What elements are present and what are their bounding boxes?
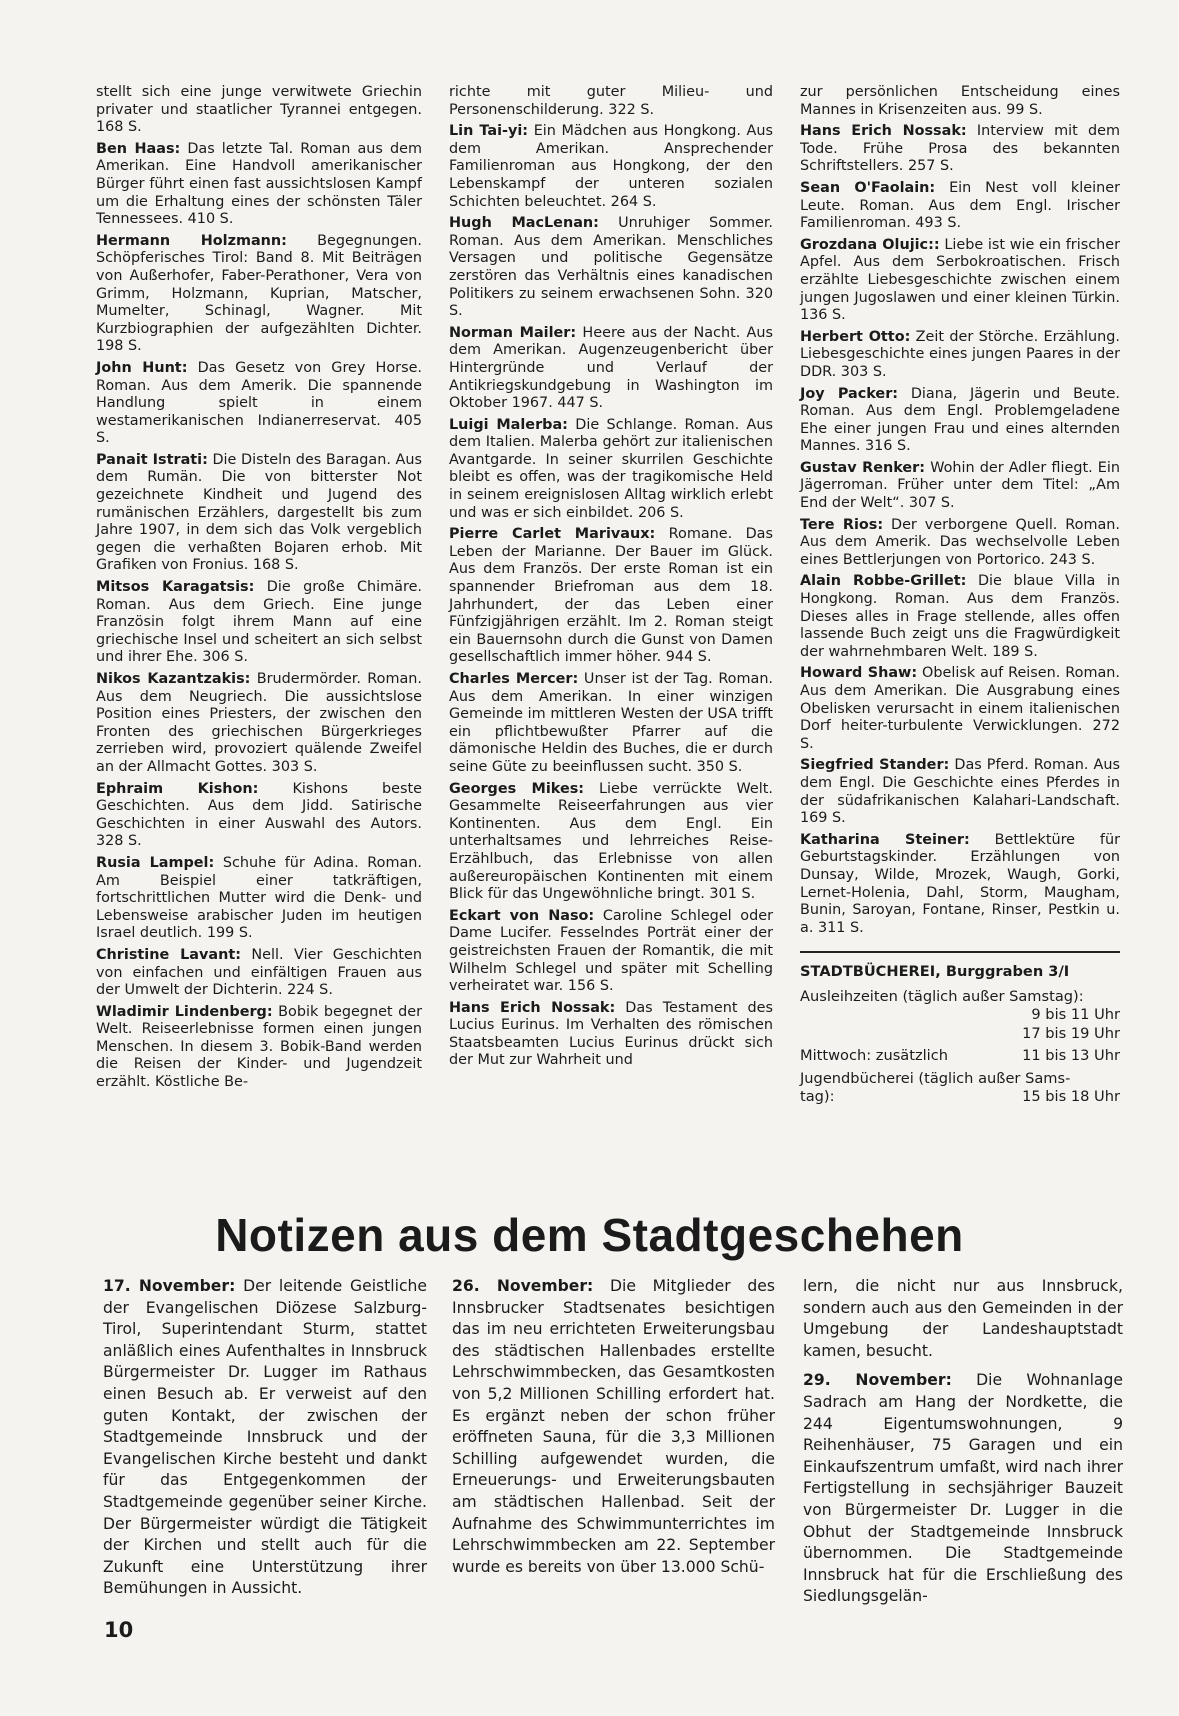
book-author: Hans Erich Nossak: [449,999,616,1016]
book-author: John Hunt: [96,359,188,376]
book-entry [449,781,773,904]
library-wednesday-row [800,1047,1120,1066]
book-entry [800,832,1120,938]
book-entry [96,84,422,137]
library-hours-2: 17 bis 19 Uhr [1022,1024,1120,1042]
book-description: Bettlektüre für Geburtstagskinder. Erzählungen von Dunsay, Wilde, Mrozek, Waugh, Gorki, Lernet-Holenia, Dahl, Storm, Maugham, Bunin, Saroyan, Fontane, Rinser, Pestkin u. a. 311 S. [800,831,1120,936]
note-text: Die Mitglieder des Innsbrucker Stadtsenates besichtigen das im neu errichteten Erweiterungsbau des städtischen Hallenbades erstellte Lehrschwimmbecken, das Gesamtkosten von 5,2 Millionen Schilling erfordert hat. Es ergänzt neben der schon früher eröffneten Sauna, für die 3,3 Millionen Schilling aufgewendet wurden, die Erneuerungs- und Erweiterungsbauten am städtischen Hallenbad. Seit der Aufnahme des Schwimmunterrichtes im Lehrschwimmbecken am 22. September wurde es bereits von über 13.000 Schü- [452,1277,775,1576]
library-youth-row [800,1088,1120,1107]
book-author: Wladimir Lindenberg: [96,1003,273,1020]
library-hours-box [800,951,1120,1107]
book-author: Pierre Carlet Marivaux: [449,526,656,543]
book-author: Herbert Otto: [800,328,911,345]
book-entry [96,947,422,1000]
book-description: Ein Nest voll kleiner Leute. Roman. Aus dem Engl. Irischer Familienroman. 493 S. [800,179,1121,232]
book-description: Das Pferd. Roman. Aus dem Engl. Die Geschichte eines Pferdes in der südafrikanischen Kalahari-Landschaft. 169 S. [800,757,1120,827]
book-description: Schuhe für Adina. Roman. Am Beispiel einer tatkräftigen, fortschrittlichen Mutter wird die Denk- und Lebensweise arabischer Juden im heutigen Israel deutlich. 199 S. [96,854,422,942]
note-text: Der leitende Geistliche der Evangelischen Diözese Salzburg-Tirol, Superintendant Sturm, stattet anläßlich eines Aufenthaltes in Innsbruck Bürgermeister Dr. Lugger im Rathaus einen Besuch ab. Er verweist auf den guten Kontakt, der zwischen der Stadtgemeinde Innsbruck und der Evangelischen Kirche besteht und dankt für das Entgegenkommen der Stadtgemeinde gegenüber seiner Kirche. Der Bürgermeister würdigt die Tätigkeit der Kirchen und stellt auch für die Zukunft eine Unterstützung ihrer Bemühungen in Aussicht. [103,1277,427,1598]
book-description: Diana, Jägerin und Beute. Roman. Aus dem Engl. Problemgeladene Ehe einer jungen Frau und eines alternden Mannes. 316 S. [800,385,1120,455]
library-hours-label: Ausleihzeiten (täglich außer Samstag): [800,987,1084,1005]
note-paragraph [803,1276,1123,1362]
book-description: zur persönlichen Entscheidung eines Mannes in Krisenzeiten aus. 99 S. [800,84,1120,118]
book-column-2 [449,84,773,1074]
note-paragraph [103,1276,427,1600]
notes-column-1 [103,1276,427,1608]
book-entry [800,665,1120,753]
book-author: Tere Rios: [800,516,884,533]
book-description: Bobik begegnet der Welt. Reiseerlebnisse formen einen jungen Menschen. In diesem 3. Bobik-Band werden die Reisen der Kinder- und Jugendzeit erzählt. Köstliche Be- [96,1003,423,1091]
book-description: Heere aus der Nacht. Aus dem Amerikan. Augenzeugenbericht über Hintergründe und Verlauf der Antikriegskundgebung in Washington im Oktober 1967. 447 S. [449,324,774,412]
book-entry [96,141,422,229]
book-entry [800,123,1120,176]
book-entry [449,215,773,321]
book-author: Joy Packer: [800,385,899,402]
book-description: Obelisk auf Reisen. Roman. Aus dem Amerikan. Die Ausgrabung eines Obelisken verursacht in einem italienischen Dorf heiter-turbulente Verwicklungen. 272 S. [800,665,1120,752]
book-author: Mitsos Karagatsis: [96,579,255,596]
book-entry [449,417,773,523]
book-entry [800,517,1120,570]
book-column-3-list [800,84,1120,937]
book-entry [96,452,422,575]
book-entry [800,237,1120,325]
book-entry [800,84,1120,119]
book-description: stellt sich eine junge verwitwete Griechin privater und staatlicher Tyrannei entgegen. 168 S. [96,84,422,136]
book-author: Siegfried Stander: [800,757,950,774]
book-author: Lin Tai-yi: [449,123,529,140]
book-description: Interview mit dem Tode. Frühe Prosa des bekannten Schriftstellers. 257 S. [800,123,1120,175]
book-description: richte mit guter Milieu- und Personenschilderung. 322 S. [449,84,773,118]
book-column-3 [800,84,1120,1107]
book-author: Nikos Kazantzakis: [96,671,251,687]
book-description: Das letzte Tal. Roman aus dem Amerikan. Eine Handvoll amerikanischer Bürger führt einen fast aussichtslosen Kampf um die Erhaltung eines der schönsten Täler Tennessees. 410 S. [96,140,422,228]
book-author: Katharina Steiner: [800,831,970,848]
library-youth-hours: 15 bis 18 Uhr [1022,1088,1120,1106]
book-description: Begegnungen. Schöpferisches Tirol: Band 8. Mit Beiträgen von Außerhofer, Faber-Perathoner, Vera von Grimm, Holzmann, Kuprian, Matscher, Mumelter, Schinagl, Wagner. Mit Kurzbiographien der aufgezählten Dichter. 198 S. [96,232,422,355]
book-description: Die Disteln des Baragan. Aus dem Rumän. Die von bitterster Not gezeichnete Kindheit und Jugend des rumänischen Erzählers, dargestellt bis zum Jahre 1907, in dem sich das Volk vergeblich gegen die verhaßten Bojaren erhob. Mit Grafiken von Fronius. 168 S. [96,451,423,574]
book-entry [449,671,773,777]
book-entry [96,671,422,777]
book-description: Nell. Vier Geschichten von einfachen und einfältigen Frauen aus der Umwelt der Dichterin. 224 S. [96,946,422,999]
book-author: Eckart von Naso: [449,907,595,924]
note-date: 26. November: [452,1277,594,1295]
book-author: Ephraim Kishon: [96,780,259,797]
book-entry [96,855,422,943]
book-author: Luigi Malerba: [449,416,568,433]
book-author: Rusia Lampel: [96,854,215,871]
book-entry [800,573,1120,661]
book-description: Die große Chimäre. Roman. Aus dem Griech. Eine junge Französin folgt ihrem Mann auf eine griechische Insel und scheitert an sich selbst und ihrer Ehe. 306 S. [96,579,423,666]
book-author: Norman Mailer: [449,324,577,341]
book-entry [96,233,422,356]
book-description: Zeit der Störche. Erzählung. Liebesgeschichte eines jungen Paares in der DDR. 303 S. [800,328,1120,380]
book-description: Das Testament des Lucius Eurinus. Im Verhalten des römischen Staatsbeamten Lucius Eurinus drückt sich der Mut zur Wahrheit und [449,999,773,1069]
book-entry [449,123,773,211]
book-entry [449,1000,773,1070]
book-description: Romane. Das Leben der Marianne. Der Bauer im Glück. Aus dem Französ. Der erste Roman ist ein spannender Briefroman aus dem 18. Jahrhundert, der das Leben einer Fünfzigjährigen erzählt. Im 2. Roman steigt ein Bauernsohn durch die Gunst von Damen gesellschaftlich immer höher. 944 S. [449,526,773,666]
book-entry [800,180,1120,233]
library-heading: STADTBÜCHEREI, Burggraben 3/I [800,963,1070,981]
page-number: 10 [104,1618,134,1642]
book-author: Hans Erich Nossak: [800,123,967,140]
book-author: Georges Mikes: [449,780,585,797]
book-entry [800,329,1120,382]
book-author: Hermann Holzmann: [96,232,287,249]
book-author: Alain Robbe-Grillet: [800,573,967,590]
book-entry [800,386,1120,456]
book-description: Die Schlange. Roman. Aus dem Italien. Malerba gehört zur italienischen Avantgarde. In seiner skurrilen Geschichte bleibt es offen, was der tragikomische Held in seinem ereignislosen Alltag wirklich erlebt und was er sich einbildet. 206 S. [449,416,773,521]
book-entry [449,84,773,119]
book-description: Der verborgene Quell. Roman. Aus dem Amerik. Das wechselvolle Leben eines Bettlerjungen von Portorico. 243 S. [800,516,1120,568]
book-author: Grozdana Olujic:: [800,236,940,253]
book-description: Unser ist der Tag. Roman. Aus dem Amerikan. In einer winzigen Gemeinde im mittleren Westen der USA trifft ein pflichtbewußter Pfarrer auf die dämonische Heldin des Buches, die er durch seine Güte zu beeinflussen sucht. 350 S. [449,671,774,775]
library-hours-1: 9 bis 11 Uhr [1031,1006,1120,1024]
book-entry [449,908,773,996]
book-author: Howard Shaw: [800,665,918,682]
book-entry [96,781,422,851]
book-author: Ben Haas: [96,140,181,157]
book-description: Wohin der Adler fliegt. Ein Jägerroman. Früher unter dem Titel: „Am End der Welt“. 307 S. [800,459,1121,512]
book-entry [800,757,1120,827]
library-wednesday-hours: 11 bis 13 Uhr [1022,1047,1120,1065]
book-entry [96,579,422,667]
note-text: lern, die nicht nur aus Innsbruck, sondern auch aus den Gemeinden in der Umgebung der Landeshauptstadt kamen, besucht. [803,1277,1123,1360]
book-description: Liebe verrückte Welt. Gesammelte Reiseerfahrungen aus vier Kontinenten. Aus dem Engl. Ein unterhaltsames und lehrreiches Reise-Erzählbuch, das Erlebnisse von allen außereuropäischen Kontinenten mit einem Blick für das Ungewöhnliche bringt. 301 S. [449,780,773,903]
book-description: Ein Mädchen aus Hongkong. Aus dem Amerikan. Ansprechender Familienroman aus Hongkong, der den Lebenskampf der unteren sozialen Schichten beleuchtet. 264 S. [449,123,773,210]
note-text: Die Wohnanlage Sadrach am Hang der Nordkette, die 244 Eigentumswohnungen, 9 Reihenhäuser, 75 Garagen und ein Einkaufszentrum umfaßt, wird nach ihrer Fertigstellung in sechsjähriger Bauzeit von Bürgermeister Dr. Lugger in die Obhut der Stadtgemeinde Innsbruck übernommen. Die Stadtgemeinde Innsbruck hat für die Erschließung des Siedlungsgelän- [803,1371,1123,1606]
book-author: Sean O'Faolain: [800,179,936,196]
book-description: Das Gesetz von Grey Horse. Roman. Aus dem Amerik. Die spannende Handlung spielt in einem westamerikanischen Indianerreservat. 405 S. [96,359,423,447]
library-wednesday-label: Mittwoch: zusätzlich [800,1047,949,1065]
library-youth-label-2: tag): [800,1088,835,1106]
book-description: Brudermörder. Roman. Aus dem Neugriech. Die aussichtslose Position eines Priesters, der zwischen den Fronten des griechischen Bürgerkrieges zerrieben wird, provoziert quälende Zweifel an der Allmacht Gottes. 303 S. [96,671,422,775]
notes-column-3 [803,1276,1123,1616]
book-author: Christine Lavant: [96,946,241,963]
book-author: Charles Mercer: [449,671,579,687]
book-description: Unruhiger Sommer. Roman. Aus dem Amerikan. Menschliches Versagen und politische Gegensätze zerstören das Verhältnis eines kanadischen Politikers zu seinem erwachsenen Sohn. 320 S. [449,215,773,320]
note-date: 29. November: [803,1371,952,1390]
section-headline: Notizen aus dem Stadtgeschehen [215,1209,964,1261]
book-description: Die blaue Villa in Hongkong. Roman. Aus dem Französ. Dieses alles in Frage stellende, alles offen lassende Buch zeigt uns die Fragwürdigkeit der wahrnehmbaren Welt. 189 S. [800,573,1120,660]
book-entry [96,1004,422,1092]
book-entry [449,325,773,413]
book-entry [449,526,773,667]
book-description: Caroline Schlegel oder Dame Lucifer. Fesselndes Porträt einer der geistreichsten Frauen der Romantik, die mit Wilhelm Schlegel und später mit Schelling verheiratet war. 156 S. [449,907,773,995]
book-description: Kishons beste Geschichten. Aus dem Jidd. Satirische Geschichten in einer Auswahl des Autors. 328 S. [96,780,423,850]
book-entry [96,360,422,448]
book-entry [800,460,1120,513]
book-description: Liebe ist wie ein frischer Apfel. Aus dem Serbokroatischen. Frisch erzählte Liebesgeschichte zwischen einem jungen Jugoslawen und einer kleinen Türkin. 136 S. [800,236,1121,324]
book-column-1 [96,84,422,1096]
book-author: Panait Istrati: [96,451,208,468]
notes-column-2 [452,1276,775,1586]
book-author: Hugh MacLenan: [449,215,599,232]
note-paragraph [803,1370,1123,1608]
note-paragraph [452,1276,775,1578]
library-youth-label-1: Jugendbücherei (täglich außer Sams- [800,1069,1071,1087]
note-date: 17. November: [103,1277,236,1295]
book-author: Gustav Renker: [800,459,926,476]
